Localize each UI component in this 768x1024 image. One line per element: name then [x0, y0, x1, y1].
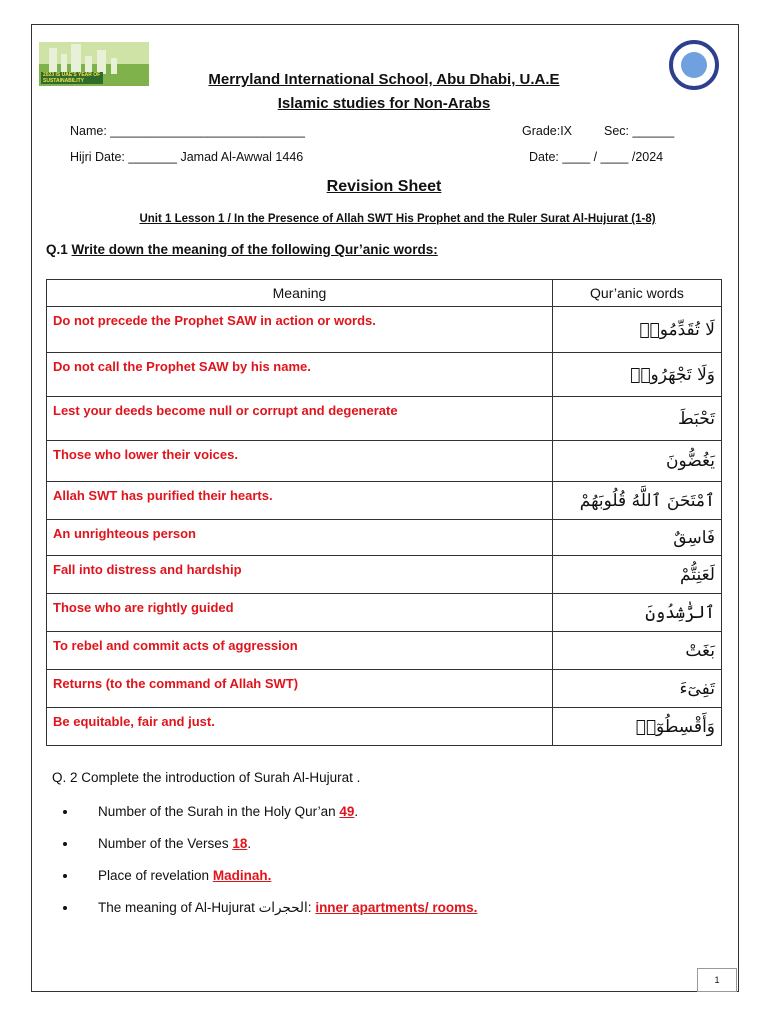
- arabic-word-cell: بَغَتْ: [553, 632, 722, 670]
- meaning-cell: Allah SWT has purified their hearts.: [47, 482, 553, 520]
- meaning-cell: To rebel and commit acts of aggression: [47, 632, 553, 670]
- arabic-word-cell: تَحْبَطَ: [553, 397, 722, 441]
- table-row: [47, 482, 722, 520]
- answer-verse-count: 18: [232, 836, 248, 851]
- arabic-word-cell: ٱمْتَحَنَ ٱللَّهُ قُلُوبَهُمْ: [553, 482, 722, 520]
- meaning-cell: Fall into distress and hardship: [47, 556, 553, 594]
- sheet-title: Revision Sheet: [326, 178, 442, 195]
- item-suffix: .: [354, 804, 359, 819]
- list-item: [78, 796, 698, 828]
- meaning-cell: Lest your deeds become null or corrupt and degenerate: [47, 397, 553, 441]
- table-row: [47, 520, 722, 556]
- meaning-cell: Those who lower their voices.: [47, 441, 553, 482]
- meaning-cell: Those who are rightly guided: [47, 594, 553, 632]
- item-label: Number of the Surah in the Holy Qur’an: [98, 804, 340, 819]
- arabic-word-cell: لَا تُقَدِّمُوا۟: [553, 307, 722, 353]
- arabic-word-cell: لَعَنِتُّمْ: [553, 556, 722, 594]
- table-row: [47, 441, 722, 482]
- grade-field: Grade:IX: [522, 124, 573, 138]
- question-1-number: Q.1: [46, 242, 68, 257]
- meaning-cell: An unrighteous person: [47, 520, 553, 556]
- unit-lesson-line: Unit 1 Lesson 1 / In the Presence of Allah SWT His Prophet and the Ruler Surat Al-Hujurat (1-8): [139, 213, 656, 225]
- name-field[interactable]: Name: ____________________________: [70, 124, 305, 138]
- table-header-row: [47, 280, 722, 307]
- answer-hujurat-meaning: inner apartments/ rooms.: [315, 900, 478, 915]
- item-label: Place of revelation: [98, 868, 213, 883]
- table-row: [47, 353, 722, 397]
- page-number: 1: [697, 968, 737, 992]
- arabic-word-cell: تَفِىٓءَ: [553, 670, 722, 708]
- column-header-quranic-words: Qur’anic words: [553, 280, 722, 307]
- meaning-cell: Returns (to the command of Allah SWT): [47, 670, 553, 708]
- table-row: [47, 307, 722, 353]
- column-header-meaning: Meaning: [47, 280, 553, 307]
- list-item: [78, 828, 698, 860]
- table-row: [47, 670, 722, 708]
- arabic-word-cell: يَغُضُّونَ: [553, 441, 722, 482]
- arabic-word-cell: فَاسِقٌ: [553, 520, 722, 556]
- meaning-cell: Be equitable, fair and just.: [47, 708, 553, 746]
- table-row: [47, 556, 722, 594]
- hijri-date-field[interactable]: Hijri Date: _______ Jamad Al-Awwal 1446: [70, 150, 304, 164]
- logo-banner-text: 2023 IS UAE'S YEAR OF SUSTAINABILITY: [41, 72, 103, 84]
- question-1: [46, 242, 438, 257]
- table-row: [47, 594, 722, 632]
- arabic-word-cell: وَلَا تَجْهَرُوا۟: [553, 353, 722, 397]
- date-field[interactable]: Date: ____ / ____ /2024: [529, 150, 664, 164]
- table-row: [47, 708, 722, 746]
- question-1-instruction: Write down the meaning of the following Qur’anic words:: [71, 242, 438, 257]
- table-row: [47, 632, 722, 670]
- item-suffix: .: [247, 836, 252, 851]
- table-row: [47, 397, 722, 441]
- surah-introduction-list: [60, 796, 698, 924]
- list-item: [78, 860, 698, 892]
- item-label: Number of the Verses: [98, 836, 233, 851]
- meaning-cell: Do not call the Prophet SAW by his name.: [47, 353, 553, 397]
- section-field[interactable]: Sec: ______: [604, 124, 675, 138]
- arabic-word-cell: ٱلرَّٰشِدُونَ: [553, 594, 722, 632]
- question-2-prompt: Q. 2 Complete the introduction of Surah Al-Hujurat .: [52, 770, 361, 785]
- answer-revelation-place: Madinah.: [212, 868, 272, 883]
- subject-title: Islamic studies for Non-Arabs: [277, 95, 491, 112]
- item-label: The meaning of Al-Hujurat الحجرات:: [98, 900, 316, 915]
- school-name: Merryland International School, Abu Dhabi, U.A.E: [208, 71, 560, 88]
- meaning-cell: Do not precede the Prophet SAW in action or words.: [47, 307, 553, 353]
- arabic-word-cell: وَأَقْسِطُوٓا۟: [553, 708, 722, 746]
- quranic-words-table: [46, 279, 722, 746]
- answer-surah-number: 49: [339, 804, 355, 819]
- list-item: [78, 892, 698, 924]
